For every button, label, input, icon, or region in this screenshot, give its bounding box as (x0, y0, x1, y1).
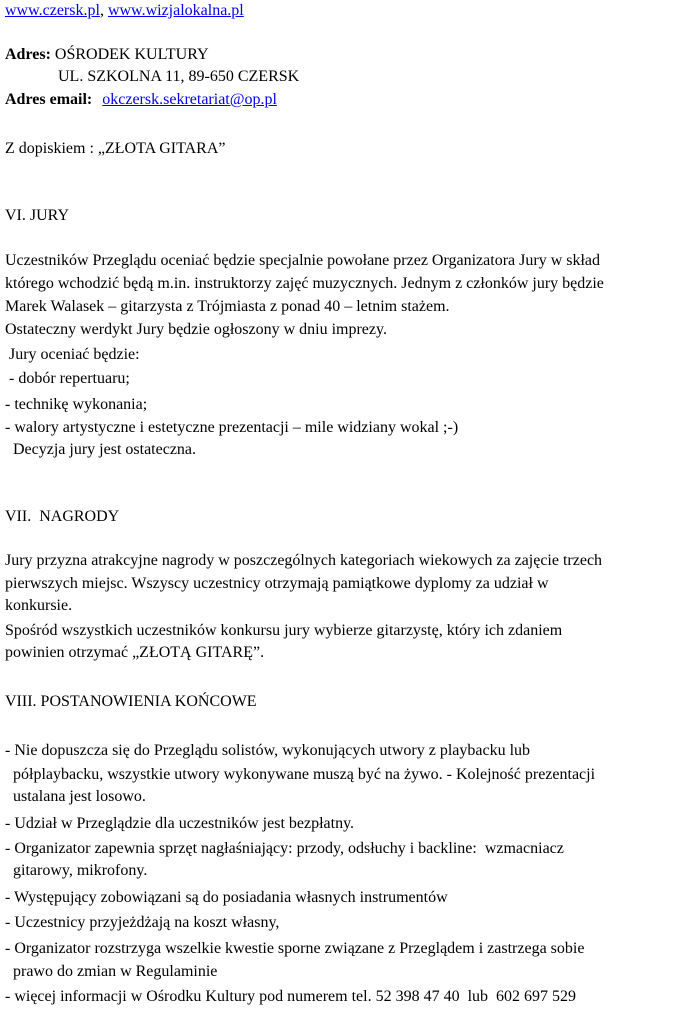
link-separator: , (99, 2, 108, 19)
jury-line-5: Jury oceniać będzie: (5, 346, 140, 363)
jury-line-4: Ostateczny werdykt Jury będzie ogłoszony w dniu imprezy. (5, 321, 387, 338)
address-label: Adres: (5, 46, 51, 63)
awards-line-2: pierwszych miejsc. Wszyscy uczestnicy otrzymają pamiątkowe dyplomy za udział w (5, 575, 549, 592)
awards-line-3: konkursie. (5, 597, 73, 614)
address-line-1 (5, 45, 209, 65)
jury-line-2: którego wchodzić będą m.in. instruktorzy zajęć muzycznych. Jednym z członków jury będzie (5, 275, 604, 292)
awards-line-5: powinien otrzymać „ZŁOTĄ GITARĘ”. (5, 644, 265, 661)
jury-line-1: Uczestników Przeglądu oceniać będzie specjalnie powołane przez Organizatora Jury w skład (5, 252, 601, 269)
address-value-1: OŚRODEK KULTURY (50, 46, 209, 63)
final-heading: VIII. POSTANOWIENIA KOŃCOWE (5, 693, 257, 710)
final-line-6: gitarowy, mikrofony. (5, 862, 148, 879)
final-line-5: - Organizator zapewnia sprzęt nagłaśniający: przody, odsłuchy i backline: wzmacniacz (5, 840, 564, 857)
jury-line-8: - walory artystyczne i estetyczne prezentacji – mile widziany wokal ;-) (5, 419, 459, 436)
address-line-2: UL. SZKOLNA 11, 89-650 CZERSK (58, 68, 300, 85)
final-line-8: - Uczestnicy przyjeżdżają na koszt własny, (5, 914, 280, 931)
final-line-2: półplaybacku, wszystkie utwory wykonywane muszą być na żywo. - Kolejność prezentacji (5, 766, 596, 783)
jury-line-6: - dobór repertuaru; (5, 370, 130, 387)
final-line-7: - Występujący zobowiązani są do posiadania własnych instrumentów (5, 889, 448, 906)
final-line-3: ustalana jest losowo. (5, 788, 146, 805)
awards-heading: VII. NAGRODY (5, 508, 120, 525)
email-line (5, 90, 277, 110)
jury-line-9: Decyzja jury jest ostateczna. (5, 441, 197, 458)
jury-heading: VI. JURY (5, 207, 70, 224)
website-links-line (5, 1, 244, 21)
final-line-4: - Udział w Przeglądzie dla uczestników jest bezpłatny. (5, 815, 355, 832)
link-wizjalokalna[interactable]: www.wizjalokalna.pl (107, 2, 244, 19)
final-line-11: - więcej informacji w Ośrodku Kultury pod numerem tel. 52 398 47 40 lub 602 697 529 (5, 988, 577, 1005)
email-label: Adres email: (5, 91, 93, 108)
email-link[interactable]: okczersk.sekretariat@op.pl (102, 91, 277, 108)
final-line-10: prawo do zmian w Regulaminie (5, 963, 218, 980)
note-line: Z dopiskiem : „ZŁOTA GITARA” (5, 140, 226, 157)
awards-line-1: Jury przyzna atrakcyjne nagrody w poszczególnych kategoriach wiekowych za zajęcie trzech (5, 552, 603, 569)
link-czersk[interactable]: www.czersk.pl (5, 2, 100, 19)
jury-line-3: Marek Walasek – gitarzysta z Trójmiasta z ponad 40 – letnim stażem. (5, 298, 450, 315)
final-line-1: - Nie dopuszcza się do Przeglądu solistów, wykonujących utwory z playbacku lub (5, 742, 531, 759)
awards-line-4: Spośród wszystkich uczestników konkursu jury wybierze gitarzystę, który ich zdaniem (5, 622, 563, 639)
final-line-9: - Organizator rozstrzyga wszelkie kwestie sporne związane z Przeglądem i zastrzega sobie (5, 940, 585, 957)
jury-line-7: - technikę wykonania; (5, 396, 148, 413)
